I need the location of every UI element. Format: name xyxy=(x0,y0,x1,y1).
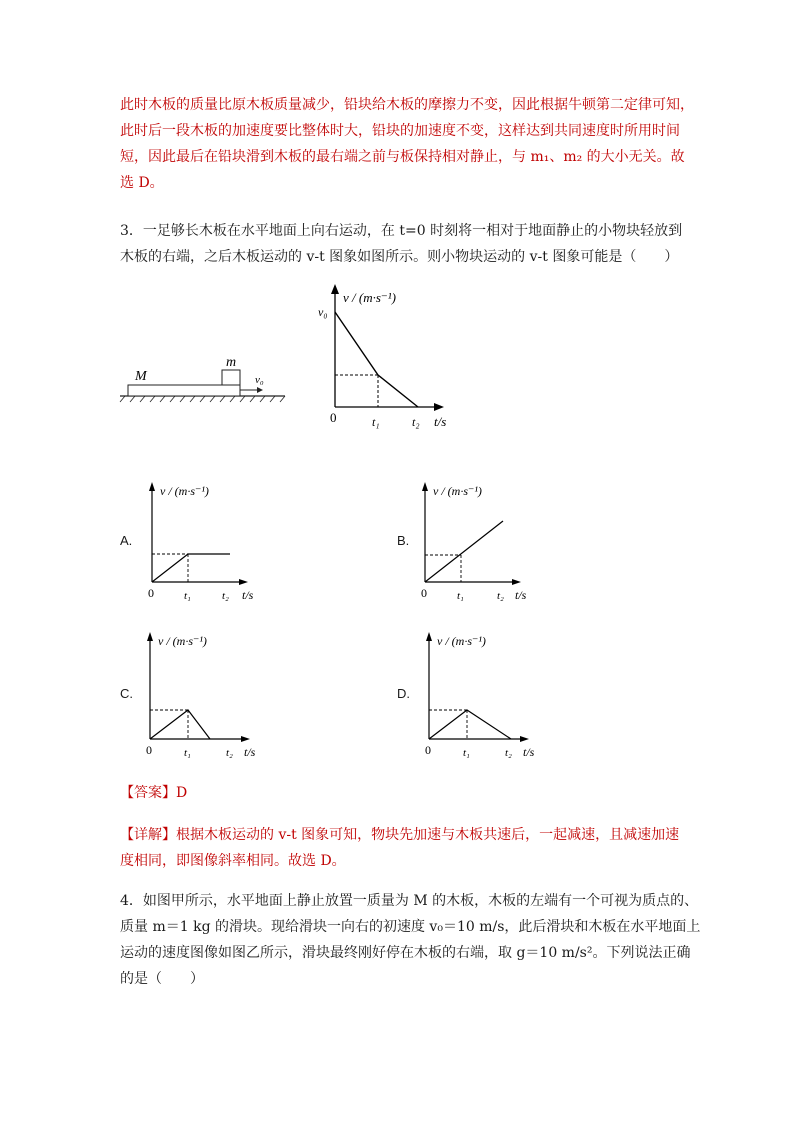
y-axis-label: v / (m·s⁻¹) xyxy=(158,634,207,648)
option-d-label: D. xyxy=(397,686,410,701)
origin-label: 0 xyxy=(330,410,337,425)
t1-label: t₁ xyxy=(184,590,191,602)
t2-label: t₂ xyxy=(226,747,233,759)
board-velocity-line xyxy=(335,312,418,407)
t2-label: t₂ xyxy=(412,415,420,429)
explanation-line: 短，因此最后在铅块滑到木板的最右端之前与板保持相对静止，与 m₁、m₂ 的大小无关。故 xyxy=(120,149,685,165)
option-a-label: A. xyxy=(120,533,133,548)
explanation-line: 选 D。 xyxy=(120,175,164,191)
x-axis-label: t/s xyxy=(244,745,256,759)
option-c-label: C. xyxy=(120,686,133,701)
question-line: 木板的右端，之后木板运动的 v-t 图象如图所示。则小物块运动的 v-t 图象可能是（ ） xyxy=(120,249,679,265)
origin-label: 0 xyxy=(148,586,154,600)
board-block-figure xyxy=(115,350,305,410)
answer-value: D xyxy=(176,785,188,801)
t1-label: t₁ xyxy=(184,747,191,759)
y-axis-label: v / (m·s⁻¹) xyxy=(437,634,486,648)
answer xyxy=(120,780,680,806)
option-a-graph xyxy=(140,478,270,603)
option-b-label: B. xyxy=(397,533,410,548)
origin-label: 0 xyxy=(425,743,431,757)
answer-label: 【答案】 xyxy=(120,785,176,801)
detail xyxy=(120,822,680,874)
t2-label: t₂ xyxy=(505,747,512,759)
board-label: M xyxy=(135,369,147,384)
option-b-graph xyxy=(413,478,543,603)
question-line: 4．如图甲所示，水平地面上静止放置一质量为 M 的木板，木板的左端有一个可视为质点的、 xyxy=(120,893,699,909)
explanation-line: 此时后一段木板的加速度要比整体时大，铅块的加速度不变，这样达到共同速度时所用时间 xyxy=(120,123,680,139)
board-vt-graph xyxy=(310,282,470,432)
t2-label: t₂ xyxy=(497,590,504,602)
question-line: 3．一足够长木板在水平地面上向右运动，在 t=0 时刻将一相对于地面静止的小物块轻放到 xyxy=(120,223,683,239)
t1-label: t₁ xyxy=(372,415,380,429)
v0-label: v₀ xyxy=(318,305,328,319)
explanation-line: 此时木板的质量比原木板质量减少，铅块给木板的摩擦力不变，因此根据牛顿第二定律可知， xyxy=(120,97,694,113)
question-line: 质量 m＝1 kg 的滑块。现给滑块一向右的初速度 v₀＝10 m/s，此后滑块和木板在水平地面上 xyxy=(120,919,701,935)
origin-label: 0 xyxy=(421,586,427,600)
question-4 xyxy=(120,888,701,992)
x-axis-label: t/s xyxy=(515,588,527,602)
previous-explanation xyxy=(120,92,694,196)
y-axis-label: v / (m·s⁻¹) xyxy=(433,484,482,498)
origin-label: 0 xyxy=(146,743,152,757)
block xyxy=(222,370,240,385)
block-label: m xyxy=(226,355,237,370)
x-axis-label: t/s xyxy=(242,588,254,602)
x-axis-label: t/s xyxy=(523,745,535,759)
t1-label: t₁ xyxy=(463,747,470,759)
detail-line: 根据木板运动的 v-t 图象可知，物块先加速与木板共速后，一起减速，且减速加速 xyxy=(176,827,680,843)
y-axis-label: v / (m·s⁻¹) xyxy=(343,290,396,305)
t1-label: t₁ xyxy=(457,590,464,602)
question-line: 运动的速度图像如图乙所示，滑块最终刚好停在木板的右端，取 g＝10 m/s²。下列说法正确 xyxy=(120,945,691,961)
option-c-graph xyxy=(138,626,268,761)
y-axis-label: v / (m·s⁻¹) xyxy=(160,484,209,498)
option-d-graph xyxy=(417,626,547,761)
question-3 xyxy=(120,218,683,270)
t2-label: t₂ xyxy=(222,590,229,602)
detail-line: 度相同，即图像斜率相同。故选 D。 xyxy=(120,853,346,869)
question-line: 的是（ ） xyxy=(120,971,204,987)
x-axis-label: t/s xyxy=(434,414,447,429)
velocity-label: v₀ xyxy=(255,374,264,386)
detail-label: 【详解】 xyxy=(120,827,176,843)
board xyxy=(128,385,240,396)
